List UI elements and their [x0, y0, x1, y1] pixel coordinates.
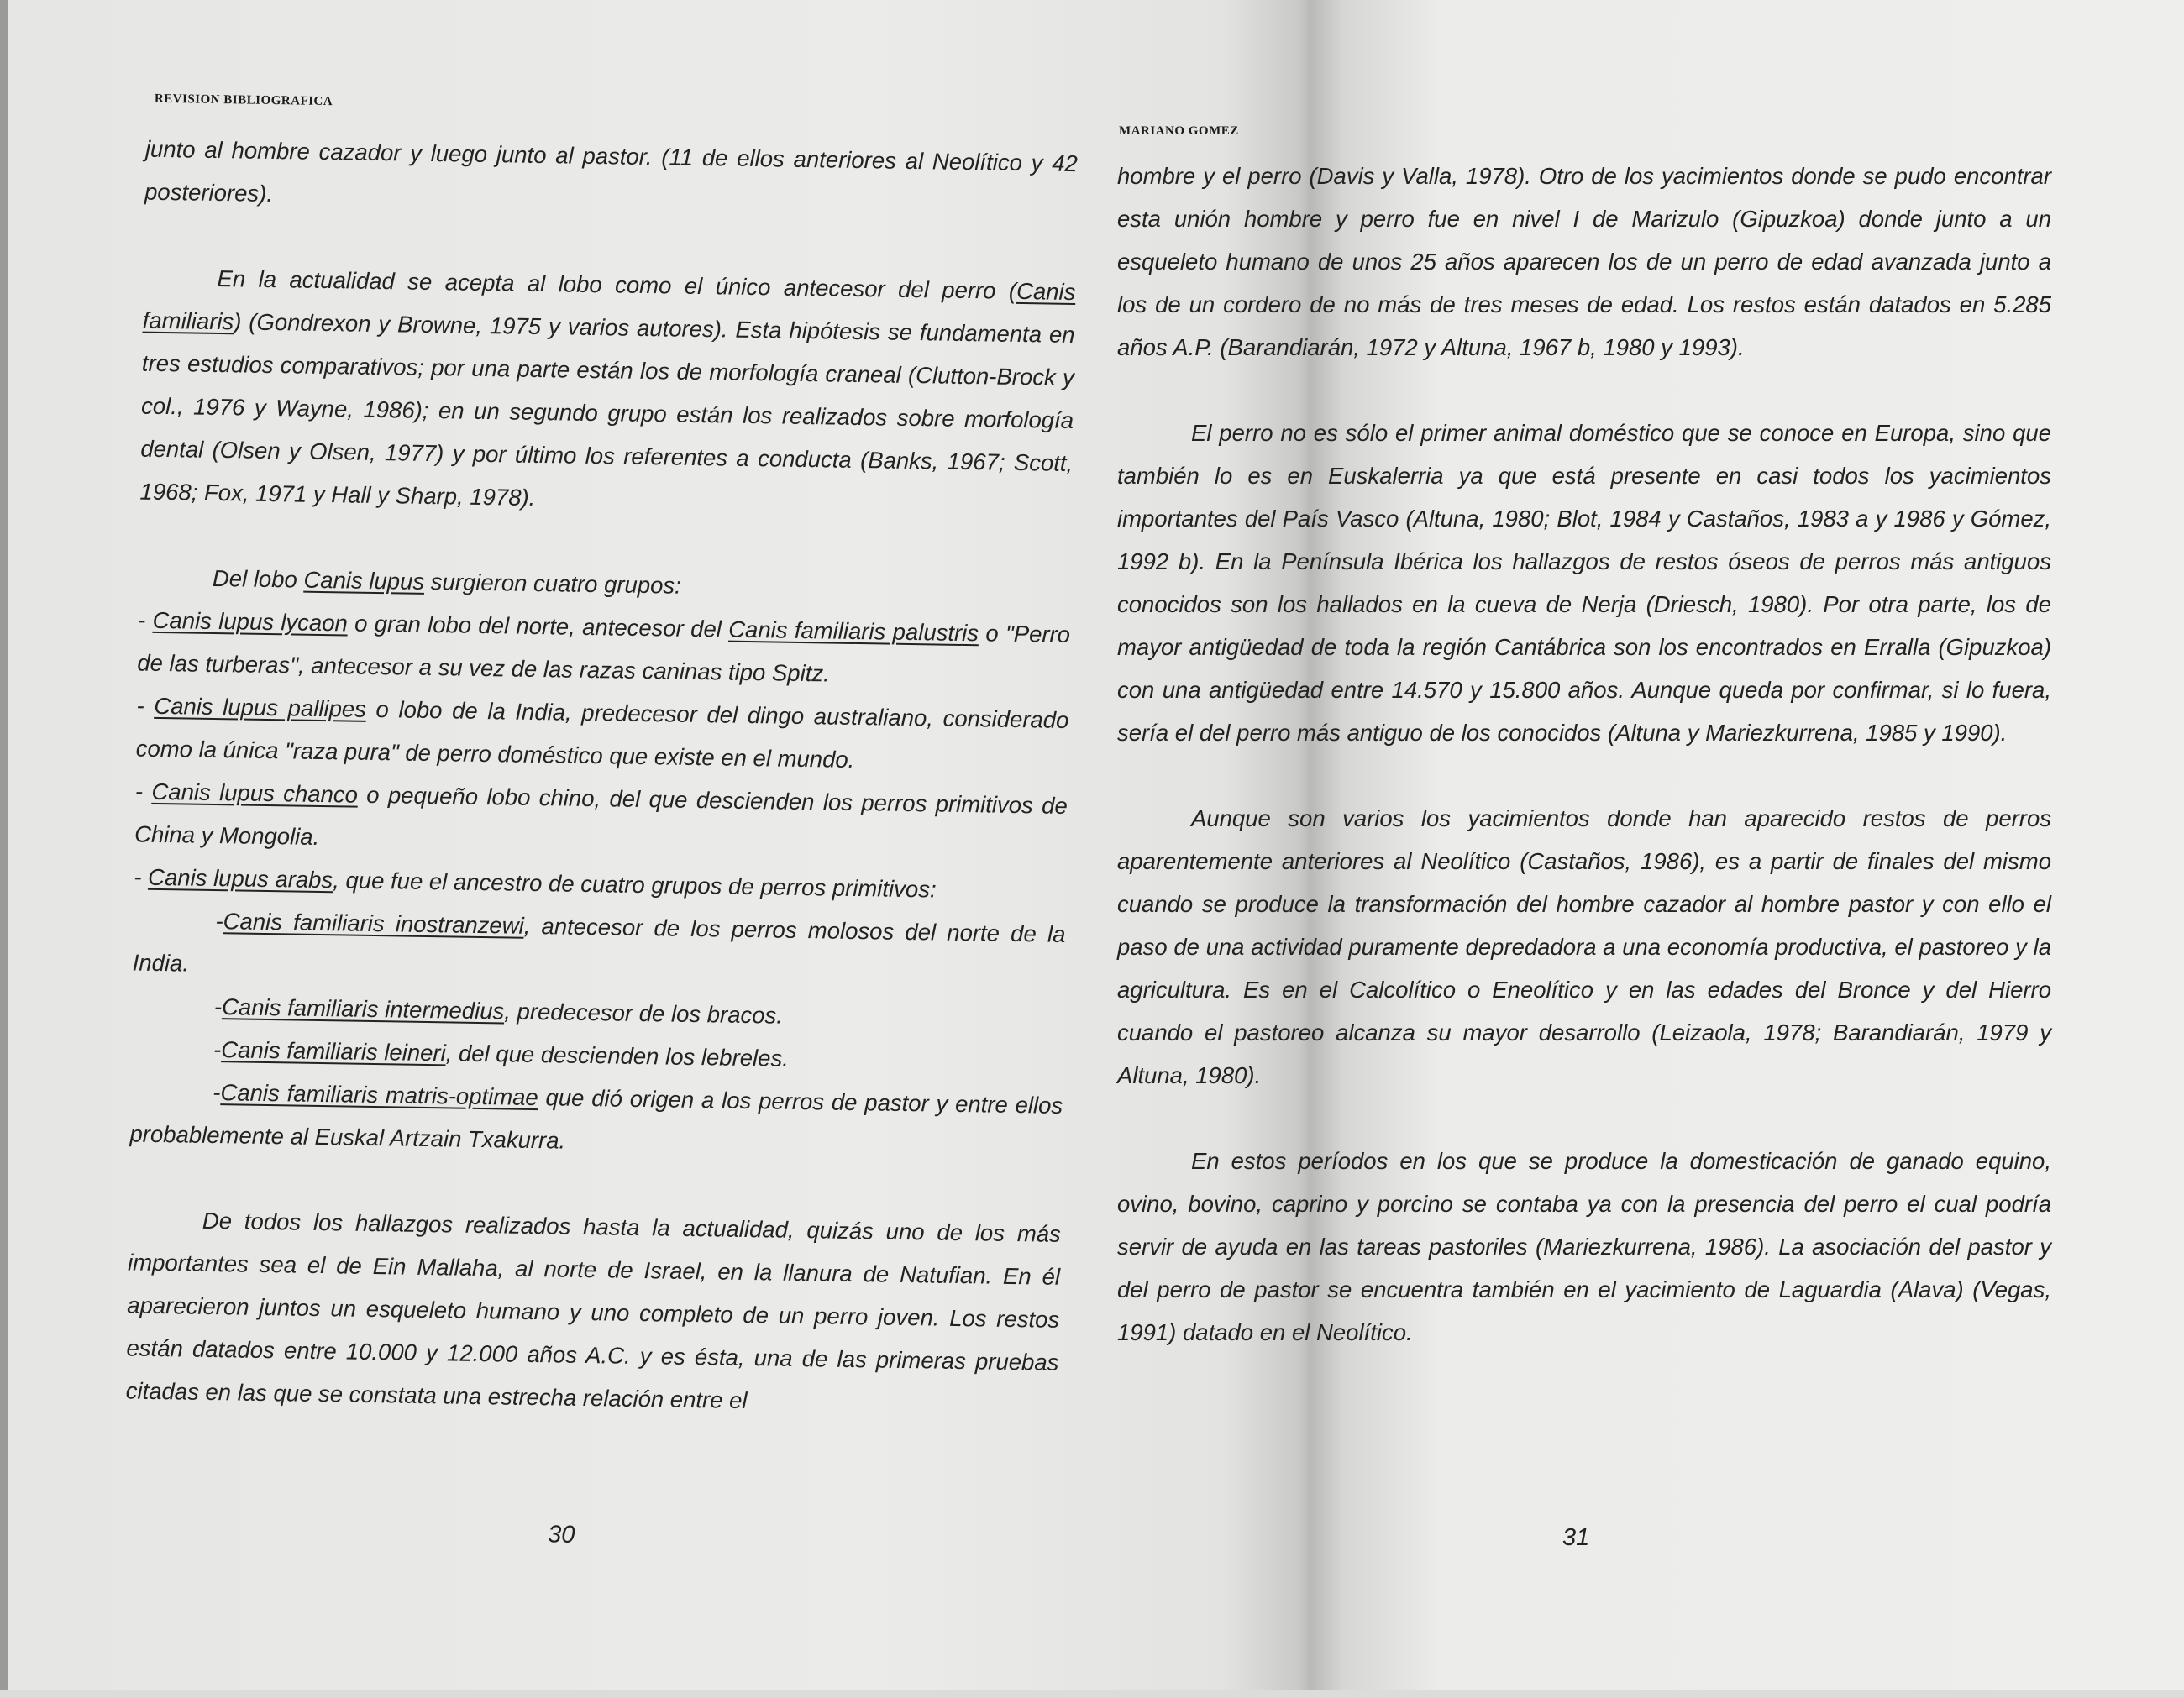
species-name: Canis familiaris leineri — [221, 1036, 446, 1066]
text-run: , predecesor de los bracos. — [504, 998, 784, 1029]
page-number: 30 — [547, 1521, 575, 1549]
list-dash: - — [213, 1036, 222, 1063]
list-dash: - — [213, 1079, 221, 1106]
species-name: Canis lupus — [303, 566, 425, 595]
list-dash: - — [137, 606, 153, 633]
paragraph: El perro no es sólo el primer animal doméstico que se conoce en Europa, sino que también lo es en Euskalerria ya que está presente en casi todos los yacimientos importantes del País Vasco (Altuna, 1980; Blot, 1984 y Castaños, 1983 a y 1986 y Gómez, 1992 b). En la Península Ibérica los hallazgos de restos óseos de perros más antiguos conocidos son los hallados en la cueva de Nerja (Driesch, 1980). Por otra parte, los de mayor antigüedad de toda la región Cantábrica son los encontrados en Erralla (Gipuzkoa) con una antigüedad entre 14.570 y 15.800 años. Aunque queda por confirmar, si lo fuera, sería el del perro más antiguo de los conocidos (Altuna y Mariezkurrena, 1985 y 1990). — [1117, 420, 2051, 746]
text-run: surgieron cuatro grupos: — [423, 568, 682, 599]
text-run: ) (Gondrexon y Browne, 1975 y varios autores). Esta hipótesis se fundamenta en tres estudios comparativos; por una parte están los de morfología craneal (Clutton-Brock y col., 1976 y Wayne, 1986); en un segundo grupo están los realizados sobre morfología dental (Olsen y Olsen, 1977) y por último los referentes a conducta (Banks, 1967; Scott, 1968; Fox, 1971 y Hall y Sharp, 1978). — [139, 308, 1075, 511]
list-item — [135, 684, 1068, 784]
species-name: Canis lupus chanco — [151, 778, 359, 808]
species-name: Canis lupus lycaon — [152, 606, 349, 637]
text-run: que dió origen a los perros de pastor y entre ellos probablemente al Euskal Artzain Txakurra. — [129, 1084, 1063, 1154]
right-page — [1117, 0, 2054, 1690]
species-name: Canis familiaris palustris — [727, 616, 979, 647]
text-run: En la actualidad se acepta al lobo como el único antecesor del perro ( — [217, 265, 1017, 304]
paragraph: De todos los hallazgos realizados hasta la actualidad, quizás uno de los más importantes sea el de Ein Mallaha, al norte de Israel, en la llanura de Natufian. En él aparecieron juntos un esqueleto humano y uno completo de un perro joven. Los restos están datados entre 10.000 y 12.000 años A.C. y es ésta, una de las primeras pruebas citadas en las que se constata una estrecha relación entre el — [125, 1207, 1062, 1414]
paragraph — [139, 256, 1076, 527]
list-dash: - — [134, 778, 152, 804]
species-name: Canis lupus pallipes — [154, 692, 367, 722]
paragraph: En estos períodos en los que se produce la domesticación de ganado equino, ovino, bovino, caprino y porcino se contaba ya con la presencia del perro el cual podría servir de ayuda en las tareas pastoriles (Mariezkurrena, 1986). La asociación del pastor y del perro de pastor se encuentra también en el yacimiento de Laguardia (Alava) (Vegas, 1991) datado en el Neolítico. — [1117, 1148, 2051, 1345]
paragraph: junto al hombre cazador y luego junto al pastor. (11 de ellos anteriores al Neolítico y 42 posteriores). — [144, 135, 1079, 207]
running-head-right: MARIANO GOMEZ — [1119, 124, 1239, 138]
sub-list-item — [129, 1069, 1063, 1169]
text-run: , del que descienden los lebreles. — [445, 1040, 790, 1072]
species-name: Canis familiaris inostranzewi — [223, 908, 524, 939]
paragraph: hombre y el perro (Davis y Valla, 1978). Otro de los yacimientos donde se pudo encontrar esta unión hombre y perro fue en nivel I de Marizulo (Gipuzkoa) donde junto a un esqueleto humano de unos 25 años aparecen los de un perro de edad avanzada junto a los de un cordero de no más de tres meses de edad. Los restos están datados en 5.285 años A.P. (Barandiarán, 1972 y Altuna, 1967 b, 1980 y 1993). — [1117, 163, 2051, 360]
species-name: Canis familiaris matris-optimae — [220, 1079, 538, 1111]
running-head-left: REVISION BIBLIOGRAFICA — [154, 92, 333, 109]
left-page-body — [125, 128, 1079, 1470]
list-dash: - — [136, 692, 155, 719]
left-page — [87, 0, 1088, 1698]
list-item — [137, 599, 1070, 699]
page-number: 31 — [1562, 1524, 1590, 1551]
text-run: o "Perro de las turberas", antecesor a su vez de las razas caninas tipo Spitz. — [137, 620, 1071, 687]
species-name: Canis familiaris intermedius — [221, 993, 505, 1025]
text-run: Del lobo — [212, 564, 304, 593]
text-run: , antecesor de los perros molosos del norte de la India. — [132, 912, 1066, 977]
list-dash: - — [213, 993, 223, 1020]
text-run: o lobo de la India, predecesor del dingo australiano, considerado como la única "raza pura" de perro doméstico que existe en el mundo. — [135, 695, 1069, 773]
right-page-body — [1117, 155, 2051, 1397]
text-run: o pequeño lobo chino, del que descienden los perros primitivos de China y Mongolia. — [134, 781, 1068, 850]
list-item — [134, 770, 1068, 870]
species-name: Canis familiaris — [142, 277, 1076, 335]
list-dash: - — [134, 863, 149, 890]
sub-list-item — [132, 899, 1065, 998]
list-dash: - — [215, 908, 223, 935]
text-run: , que fue el ancestro de cuatro grupos de perros primitivos: — [333, 867, 937, 903]
book-edge — [0, 0, 8, 1690]
species-name: Canis lupus arabs — [147, 863, 333, 894]
paragraph: Aunque son varios los yacimientos donde han aparecido restos de perros aparentemente anteriores al Neolítico (Castaños, 1986), es a partir de finales del mismo cuando se produce la transformación del hombre cazador al hombre pastor y con ello el paso de una actividad puramente depredadora a una economía productiva, el pastoreo y la agricultura. Es en el Calcolítico o Eneolítico y en las edades del Bronce y del Hierro cuando el pastoreo alcanza su mayor desarrollo (Leizaola, 1978; Barandiarán, 1979 y Altuna, 1980). — [1117, 805, 2051, 1088]
text-run: o gran lobo del norte, antecesor del — [347, 610, 729, 642]
